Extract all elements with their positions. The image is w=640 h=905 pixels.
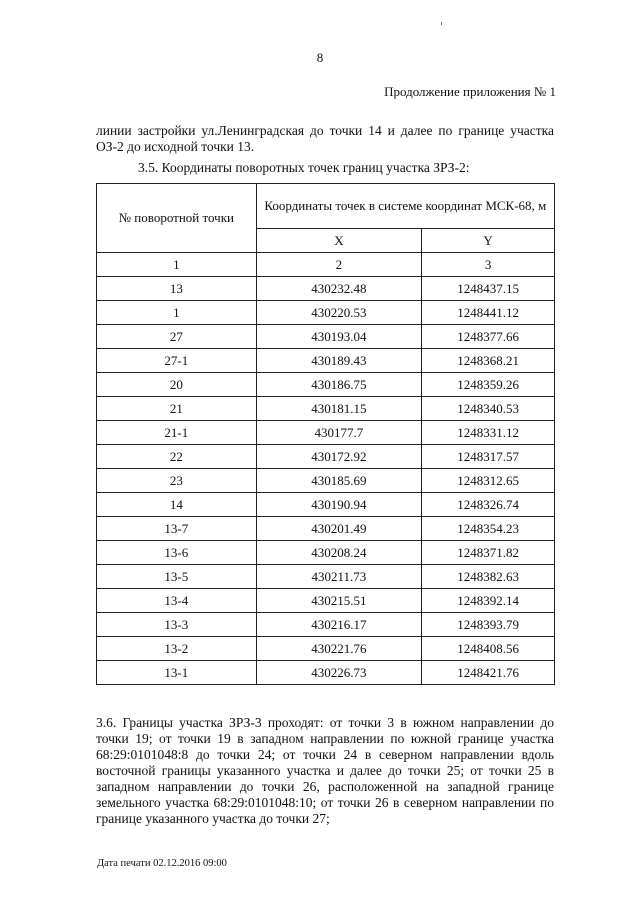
y-cell: 1248377.66 [422,325,555,349]
point-cell: 23 [97,469,257,493]
page-number: 8 [316,50,324,65]
table-row [97,637,555,661]
x-cell: 430208.24 [256,541,422,565]
print-date: Дата печати 02.12.2016 09:00 [97,858,227,869]
x-cell: 430221.76 [256,637,422,661]
x-cell: 430189.43 [256,349,422,373]
point-cell: 1 [97,301,257,325]
y-cell: 1248371.82 [422,541,555,565]
index-cell: 1 [97,253,257,277]
x-cell: 430181.15 [256,397,422,421]
table-row [97,469,555,493]
index-cell: 3 [422,253,555,277]
y-cell: 1248331.12 [422,421,555,445]
point-cell: 21-1 [97,421,257,445]
header-coordinates: Координаты точек в системе координат МСК-68, м [256,184,554,229]
table-row [97,661,555,685]
table-row [97,325,555,349]
y-cell: 1248359.26 [422,373,555,397]
point-cell: 13-3 [97,613,257,637]
x-cell: 430220.53 [256,301,422,325]
table-row [97,493,555,517]
point-cell: 13-2 [97,637,257,661]
point-cell: 13-6 [97,541,257,565]
table-row [97,397,555,421]
paragraph-section-3-6: 3.6. Границы участка ЗРЗ-3 проходят: от точки 3 в южном направлении до точки 19; от точки 19 в западном направлении по южной границе участка 68:29:0101048:8 до точки 24; от точки 24 в северном направлении вдоль восточной границы указанного участка и далее до точки 25; от точки 25 в западном направлении до точки 26, расположенной на западной границе земельного участка 68:29:0101048:10; от точки 26 в северном направлении по границе указанного участка до точки 27; [96,715,554,826]
y-cell: 1248312.65 [422,469,555,493]
point-cell: 13-4 [97,589,257,613]
point-cell: 27 [97,325,257,349]
point-cell: 13-1 [97,661,257,685]
y-cell: 1248441.12 [422,301,555,325]
point-cell: 13-7 [97,517,257,541]
x-cell: 430177.7 [256,421,422,445]
header-point-number: № поворотной точки [97,184,257,253]
y-cell: 1248393.79 [422,613,555,637]
x-cell: 430186.75 [256,373,422,397]
x-cell: 430232.48 [256,277,422,301]
y-cell: 1248392.14 [422,589,555,613]
x-cell: 430193.04 [256,325,422,349]
header-y: Y [422,229,555,253]
point-cell: 13 [97,277,257,301]
appendix-title: Продолжение приложения № 1 [384,84,556,99]
y-cell: 1248368.21 [422,349,555,373]
index-row [97,253,555,277]
point-cell: 22 [97,445,257,469]
y-cell: 1248437.15 [422,277,555,301]
table-row [97,445,555,469]
x-cell: 430185.69 [256,469,422,493]
table-row [97,541,555,565]
point-cell: 14 [97,493,257,517]
x-cell: 430226.73 [256,661,422,685]
x-cell: 430215.51 [256,589,422,613]
x-cell: 430201.49 [256,517,422,541]
table-row [97,373,555,397]
header-x: X [256,229,422,253]
point-cell: 13-5 [97,565,257,589]
table-row [97,517,555,541]
table-row [97,565,555,589]
y-cell: 1248382.63 [422,565,555,589]
scan-mark [441,22,442,25]
index-cell: 2 [256,253,422,277]
table-row [97,589,555,613]
table-row [97,421,555,445]
table-row [97,349,555,373]
x-cell: 430216.17 [256,613,422,637]
section-heading: 3.5. Координаты поворотных точек границ участка ЗРЗ-2: [138,160,470,175]
x-cell: 430211.73 [256,565,422,589]
y-cell: 1248354.23 [422,517,555,541]
point-cell: 20 [97,373,257,397]
x-cell: 430190.94 [256,493,422,517]
paragraph-continuation: линии застройки ул.Ленинградская до точки 14 и далее по границе участка ОЗ-2 до исходной точки 13. [96,123,554,154]
y-cell: 1248340.53 [422,397,555,421]
point-cell: 21 [97,397,257,421]
point-cell: 27-1 [97,349,257,373]
x-cell: 430172.92 [256,445,422,469]
y-cell: 1248317.57 [422,445,555,469]
y-cell: 1248421.76 [422,661,555,685]
table-row [97,301,555,325]
table-row [97,277,555,301]
y-cell: 1248326.74 [422,493,555,517]
table-row [97,613,555,637]
coordinates-table [96,183,555,685]
y-cell: 1248408.56 [422,637,555,661]
